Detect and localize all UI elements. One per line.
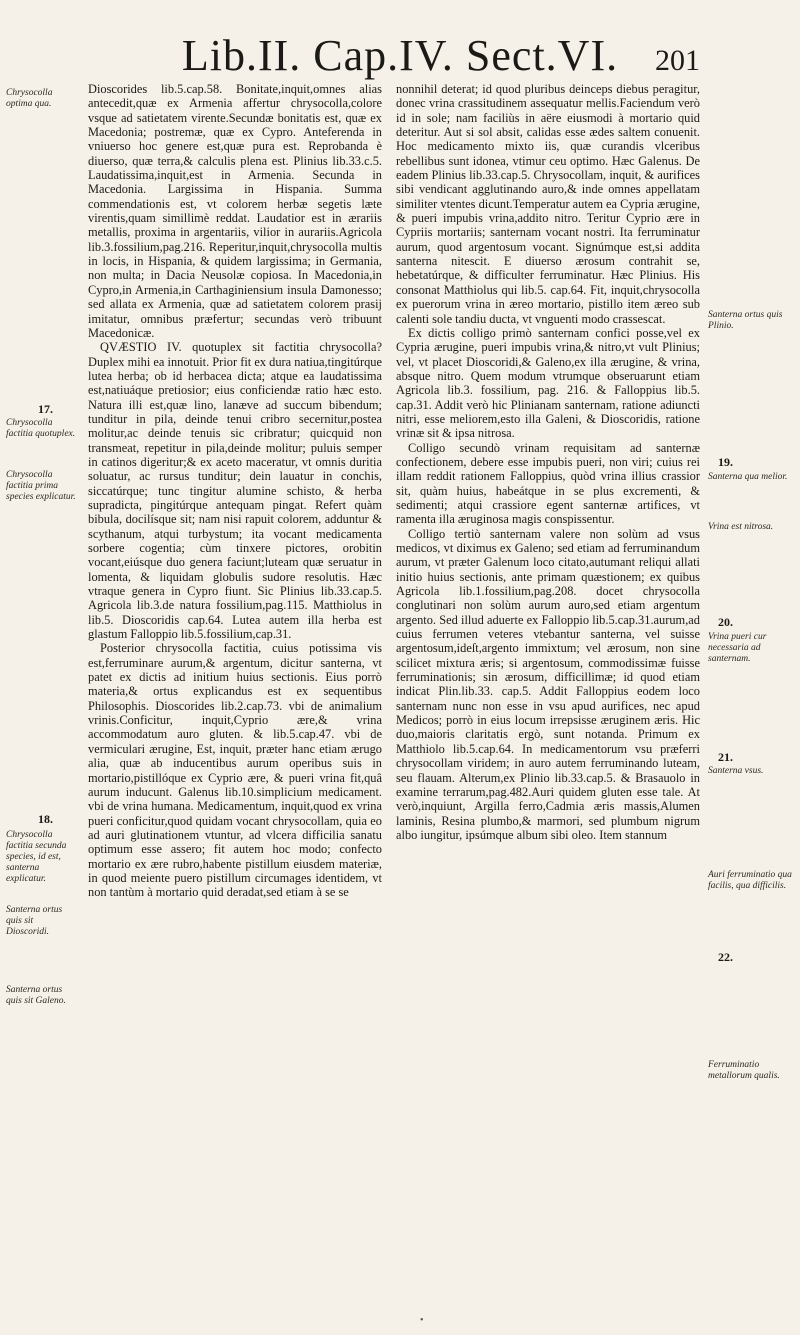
right-text-column [396,82,700,842]
section-number: 17. [38,402,53,416]
running-title: Lib.II. Cap.IV. Sect.VI. [181,31,619,80]
margin-note-left: Chrysocolla factitia quotuplex. [6,418,76,439]
paragraph: Posterior chrysocolla factitia, cuius potissima vis est,ferruminare aurum,& argentum, dicitur santerna, vt patet ex dictis ad initium huius sectionis. Eius porrò materia,& ortus explicandus est ex sequentibus Philosophis. Dioscorides lib.2.cap.73. vbi de animalium vrinis.Conficitur, inquit,Cyprio ære,& vrina accommodatum auro gluten. & lib.5.cap.47. vbi de vermiculari ærugine, Est, inquit, præter hanc etiam ærugo alia, quæ ab inducentibus aurum operibus suis in mortario,pistillóque ex Cyprio ære, & pueri vrina fit,quâ aurum inducunt. Galenus lib.10.simplicium medicament. vbi de vrina humana. Medicamentum, inquit,quod ex vrina pueri conficitur,quod quidam vocant chrysocollam, quia eo ad auri glutinationem vtuntur, ad vlcera difficilia sanatu optimum esse assero; fit autem hoc modo; confecto mortario ex ære rubro,habente pistillum eiusdem materiæ, in quod meiente puero pistillum circumages identidem, vt non tantùm à mortario quid deradat,sed etiam à se se [88,641,382,900]
footer-mark: • [420,1315,424,1326]
margin-note-right: Vrina est nitrosa. [708,522,774,532]
paragraph: QVÆSTIO IV. quotuplex sit factitia chrysocolla? Duplex mihi ea innotuit. Prior fit ex dura natiua,tingitúrque lutea herba; ob id herbacea dicta; atque ea laudatissima est,natiuáque pretiosior; eius conficiendæ ratio hæc esto. Natura illi est,quæ lino, lanæve ad succum bibendum; tunditur in pila, deinde tenui cribro secernitur,postea molitur,ac deinde tenuis sic cribratur; quicquid non transmeat, repetitur in pila,deinde molitur; puluis semper in catinos digeritur;& ex aceto maceratur, vt omnis duritia soluatur, ac rursus tunditur; dein lauatur in conchis, siccatúrque; tunc tingitur alumine schisto, & herba supradicta, pingitúrque antequam pingat. Refert quàm bibula, docilísque sit; nam nisi rapuit colorem, adduntur & scythanum, atqui turbystum; ita vocant medicamenta sorbere cogentia; cùm tinxere pictores, orobitin vocant,eiúsque duo genera faciunt;luteam quæ seruatur in lomenta, & liquidam globulis sudore resolutis. Hæc vtraque genera in Cypro fiunt. Sic Plinius lib.33.cap.5. Agricola lib.3.de natura fossilium,pag.115. Matthiolus in lib.5. Dioscoridis cap.64. Lutea autem illa herba est glastum Falloppio lib.5.fossilium,cap.31. [88,340,382,642]
section-number: 22. [718,950,733,964]
section-number: 18. [38,812,53,826]
paragraph: Dioscorides lib.5.cap.58. Bonitate,inquit,omnes alias antecedit,quæ ex Armenia affertur chrysocolla,colore vsque ad satietatem virente.Secundæ bonitatis est, quæ ex Macedonia; postremæ, quæ ex Cypro. Anteferenda in vniuerso hoc genere est,quæ pura est. Reprobanda è diuerso, quæ terra,& calculis plena est. Plinius lib.33.c.5. Laudatissima,inquit,est in Armenia. Secunda in Macedonia. Largissima in Hispania. Summa commendationis est, vt colorem herbæ segetis læte virentis,quam simillimè reddat. Laudatior est in ærariis metallis, proxima in argentariis, vilior in aurariis.Agricola lib.3.fossilium,pag.216. Reperitur,inquit,chrysocolla multis in locis, in Hispania, & quidem largissima; in Germania, non multa; in Dacia Neusolæ copiosa. In Macedonia,in Cypro,in Armenia,in Carthaginiensium insula Damonesso; sed allata ex Armenia, quæ ad satietatem colorem prasij imitatur, omnibus præfertur; secundas verò tribuunt Macedonicæ. [88,82,382,340]
margin-note-left: Chrysocolla factitia prima species explicatur. [6,470,76,502]
paragraph: Colligo secundò vrinam requisitam ad santernæ confectionem, debere esse impubis pueri, non viri; cuius rei illam reddit rationem Falloppius, quòd vrina illius crassior sit, quàm huius, habeátque in se plus excrementi, & sedimenti; atqui crassiore egent santernæ artifices, vt ramenta illa æruginosa magis conspissentur. [396,440,700,527]
margin-note-right: Vrina pueri cur necessaria ad santernam. [708,632,767,664]
section-number: 19. [718,455,733,469]
margin-note-left: Chrysocolla factitia secunda species, id est, santerna explicatur. [6,830,67,884]
margin-note-right: Auri ferruminatio qua facilis, qua difficilis. [708,870,792,891]
left-text-column [88,82,382,900]
page-number: 201 [655,44,700,77]
running-head [0,30,800,80]
margin-note-left: Chrysocolla optima qua. [6,88,53,109]
paragraph: nonnihil deterat; id quod pluribus deinceps diebus peragitur, donec vrina crassitudinem assequatur mellis.Faciendum verò id in sole; nam faciliùs in aëre eiusmodi à mortario quid deteritur. Aut si sol absit, calidas esse ædes saltem conuenit. Hoc medicamento mixto iis, quæ curandis vlceribus rebellibus sunt idonea, vtimur ceu optimo. Hæc Galenus. De eadem Plinius lib.33.cap.5. Chrysocollam, inquit, & aurifices sibi vendicant agglutinando auro,& inde omnes appellatam similiter vtentes dicunt.Temperatur autem ea Cypria ærugine, & pueri impubis vrina,addito nitro. Teritur Cyprio ære in Cypriis mortariis; santernam vocant nostri. Ita ferruminatur aurum, quod argentosum vocant. Signúmque est,si addita santerna nitescit. E diuerso ærosum contrahit se, hebetatúrque, & difficulter ferruminatur. Hæc Plinius. His consonat Matthiolus qui lib.5. cap.64. Fit, inquit,chrysocolla ex puerorum vrina in æreo mortario, pistillo item æreo sub calenti sole tandiu ducta, vt vnguenti modo crassescat. [396,82,700,326]
paragraph: Colligo tertiò santernam valere non solùm ad vsus medicos, vt diximus ex Galeno; sed etiam ad ferruminandum aurum, vt præter Galenum loco citato,autumant reliqui allati initio huius sectionis, ante primam quæstionem; ex quibus Agricola lib.1.fossilium,pag.208. docet chrysocolla conglutinari non solùm aurum auro,sed etiam argentum argento. Sed illud aduerte ex Falloppio lib.5.cap.31.aurum,ad cuius ferrumen veteres vtebantur santerna, vel suisse argentosum,ideſt,argento immixtum; vel ærosum, non sine scilicet mixtura æris; si argentosum, commodissimæ fuisse ferruminationis; sin ærosum, difficillimæ; id quod etiam indicat Plin.lib.33. cap.5. Addit Falloppius eodem loco santernam nunc non esse in vsu apud aurifices, nec apud Medicos; porrò in eius locum irrepsisse æruginem æris. Hic duo,maioris claritatis ergò, sunt notanda. Primum ex Matthiolo lib.5.cap.64. In medicamentorum vsu præferri chrysocollam viridem; in auro autem ferruminando luteam, seu flauam. Alterum,ex Plinio lib.33.cap.5. & Brasauolo in examine terrarum,pag.482.Auri quidem gluten esse tale. At verò,inquiunt, Argilla ferro,Cadmia æris massis,Alumen laminis, Resina plumbo,& marmori, sed plumbum nigrum albo iungitur, ipsúmque album sibi oleo. Item stannum [396,526,700,842]
margin-note-right: Ferruminatio metallorum qualis. [708,1060,780,1081]
margin-note-left: Santerna ortus quis sit Dioscoridi. [6,905,63,937]
paragraph: Ex dictis colligo primò santernam confici posse,vel ex Cypria ærugine, pueri impubis vrina,& nitro,vt vult Plinius; vel, vt placet Dioscoridi,& Galeno,ex illa ærugine, & vrina, absque nitro. Quem modum vtrumque obseruarunt etiam Agricola lib.3. fossilium, pag. 216. & Falloppius lib.5. cap.31. Addit verò hic Plinianam santernam, ratione adiuncti nitri, esse meliorem,esto illa Galeni, & Dioscoridis, ratione vrinæ sit & ipsa nitrosa. [396,325,700,441]
section-number: 20. [718,615,733,629]
margin-note-left: Santerna ortus quis sit Galeno. [6,985,66,1006]
margin-note-right: Santerna qua melior. [708,472,788,482]
margin-note-right: Santerna vsus. [708,766,764,776]
section-number: 21. [718,750,733,764]
margin-note-right: Santerna ortus quis Plinio. [708,310,783,331]
